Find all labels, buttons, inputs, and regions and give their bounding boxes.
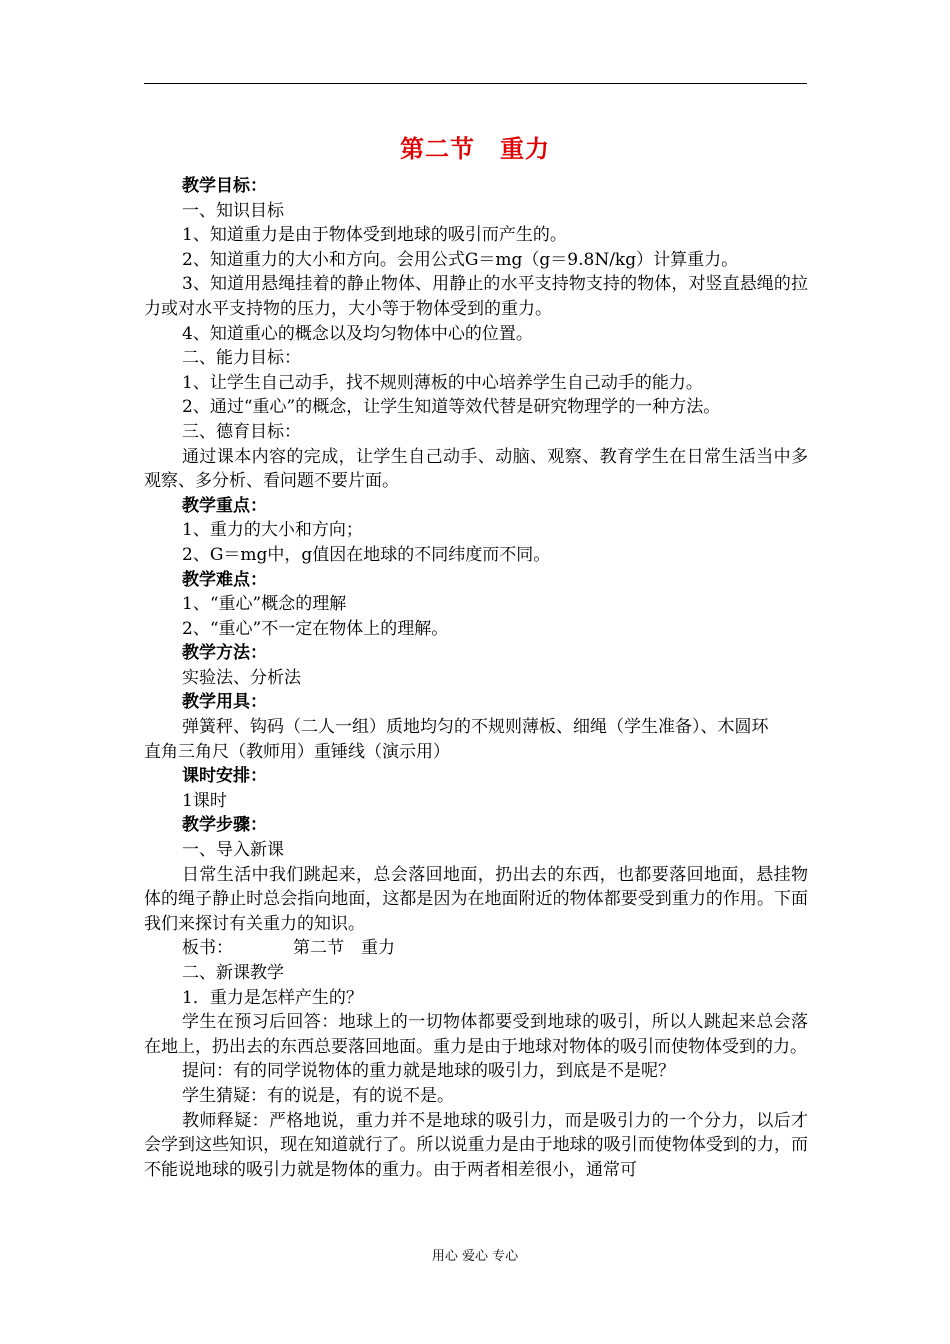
page-footer: 用心 爱心 专心 xyxy=(431,1249,519,1264)
document-body xyxy=(144,174,808,1182)
ability-item: 1、让学生自己动手，找不规则薄板的中心培养学生自己动手的能力。 xyxy=(182,372,703,393)
header-rule xyxy=(144,83,807,84)
key-points-heading: 教学重点： xyxy=(182,495,267,516)
intro-heading: 一、导入新课 xyxy=(182,840,284,861)
key-point-item: 2、G＝mg中，g值因在地球的不同纬度而不同。 xyxy=(182,544,551,565)
student-guess: 学生猜疑：有的说是，有的说不是。 xyxy=(182,1085,454,1106)
tools-line: 弹簧秤、钩码（二人一组）质地均匀的不规则薄板、细绳（学生准备）、木圆环 xyxy=(182,717,769,738)
tools-heading: 教学用具： xyxy=(182,692,267,713)
student-answer: 学生在预习后回答：地球上的一切物体都要受到地球的吸引，所以人跳起来总会落在地上，扔出去的东西总要落回地面。重力是由于地球对物体的吸引而使物体受到的力。 xyxy=(144,1012,808,1057)
knowledge-item: 1、知道重力是由于物体受到地球的吸引而产生的。 xyxy=(182,225,567,246)
teacher-explanation: 教师释疑：严格地说，重力并不是地球的吸引力，而是吸引力的一个分力，以后才会学到这些知识，现在知道就行了。所以说重力是由于地球的吸引而使物体受到的力，而不能说地球的吸引力就是物体的重力。由于两者相差很小，通常可 xyxy=(144,1110,808,1180)
knowledge-heading: 一、知识目标 xyxy=(182,200,284,221)
objectives-heading: 教学目标： xyxy=(182,176,267,196)
ability-heading: 二、能力目标： xyxy=(182,348,301,369)
difficulties-heading: 教学难点： xyxy=(182,569,267,590)
knowledge-item: 4、知道重心的概念以及均匀物体中心的位置。 xyxy=(182,323,533,344)
difficulty-item: 1、“重心”概念的理解 xyxy=(182,594,347,615)
teacher-question: 提问：有的同学说物体的重力就是地球的吸引力，到底是不是呢？ xyxy=(182,1061,675,1082)
board-label: 板书： xyxy=(182,938,233,959)
moral-heading: 三、德育目标： xyxy=(182,421,301,442)
board-line xyxy=(144,936,808,961)
knowledge-item: 2、知道重力的大小和方向。会用公式G＝mg（g＝9.8N/kg）计算重力。 xyxy=(182,249,739,270)
question-one: 1．重力是怎样产生的？ xyxy=(182,987,363,1008)
key-point-item: 1、重力的大小和方向； xyxy=(182,520,363,541)
moral-text: 通过课本内容的完成，让学生自己动手、动脑、观察、教育学生在日常生活当中多观察、多分析、看问题不要片面。 xyxy=(144,446,808,492)
page-title: 第二节 重力 xyxy=(400,134,550,163)
board-text: 第二节 重力 xyxy=(293,938,395,959)
tools-line: 直角三角尺（教师用）重锤线（演示用） xyxy=(144,741,450,762)
methods-heading: 教学方法： xyxy=(182,643,267,664)
difficulty-item: 2、“重心”不一定在物体上的理解。 xyxy=(182,618,449,639)
knowledge-item: 3、知道用悬绳挂着的静止物体、用静止的水平支持物支持的物体，对竖直悬绳的拉力或对水平支持物的压力，大小等于物体受到的重力。 xyxy=(144,274,808,319)
new-lesson-heading: 二、新课教学 xyxy=(182,963,284,983)
steps-heading: 教学步骤： xyxy=(182,815,267,836)
intro-text: 日常生活中我们跳起来，总会落回地面，扔出去的东西，也都要落回地面，悬挂物体的绳子静止时总会指向地面，这都是因为在地面附近的物体都要受到重力的作用。下面我们来探讨有关重力的知识。 xyxy=(144,864,808,934)
methods-text: 实验法、分析法 xyxy=(182,667,301,688)
schedule-heading: 课时安排： xyxy=(182,766,267,787)
ability-item: 2、通过“重心”的概念，让学生知道等效代替是研究物理学的一种方法。 xyxy=(182,397,721,418)
schedule-text: 1课时 xyxy=(182,790,227,811)
